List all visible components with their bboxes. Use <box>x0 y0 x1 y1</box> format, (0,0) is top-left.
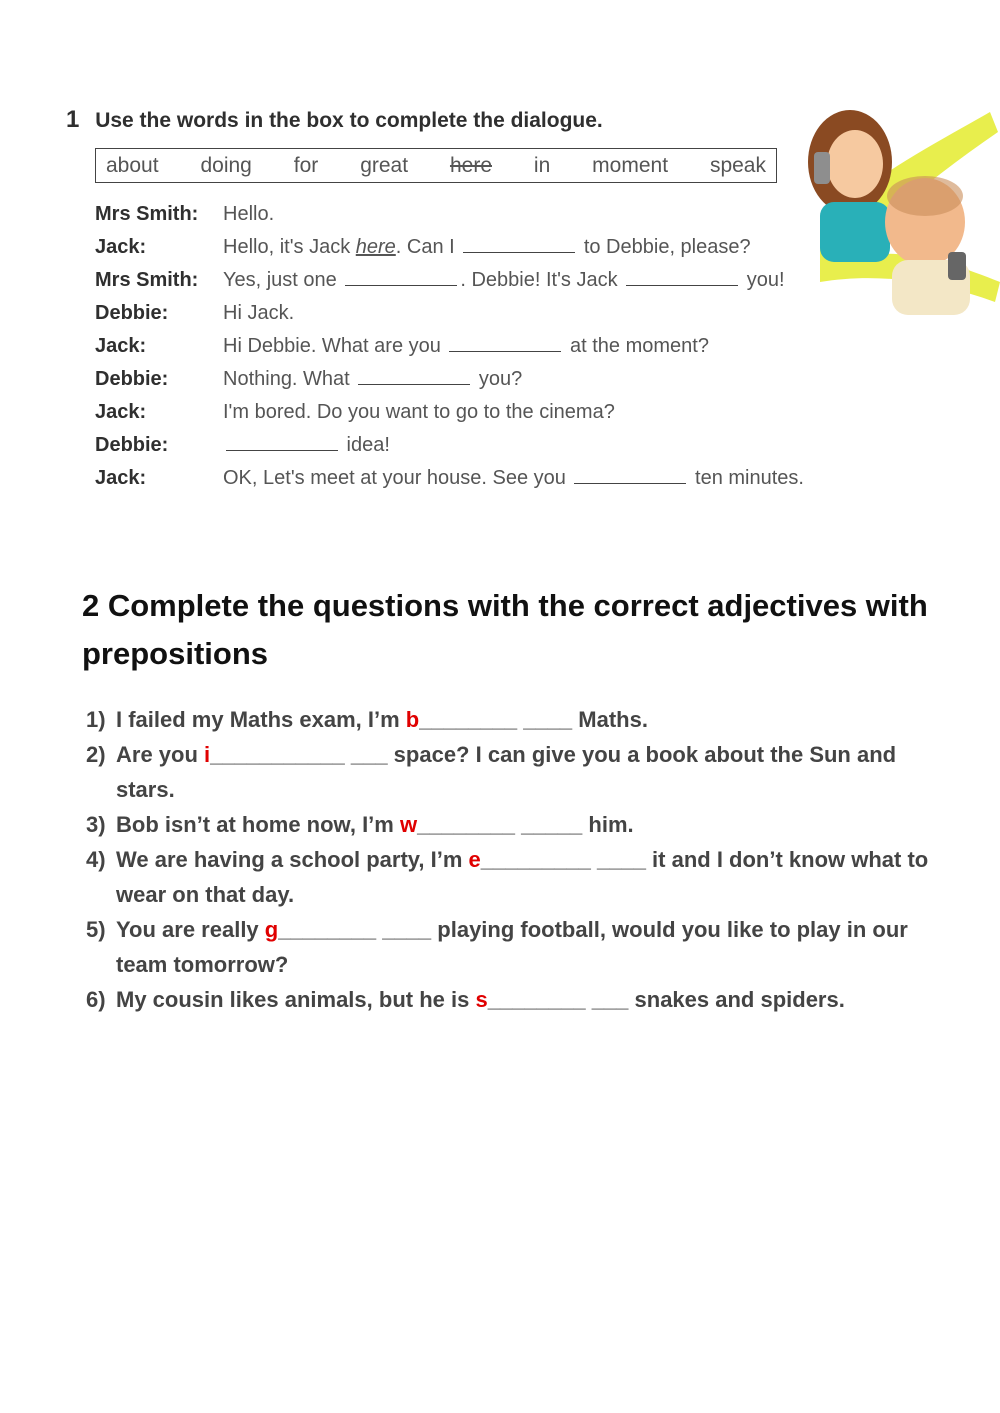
hint-letter: w <box>399 812 418 837</box>
question-text-after[interactable]: ___________ ___ space? I can give you a book about the Sun and stars. <box>116 742 897 802</box>
question-number: 4) <box>86 847 106 872</box>
speaker-name: Jack: <box>95 335 147 357</box>
answer-blank[interactable] <box>358 364 470 385</box>
answer-blank[interactable] <box>463 232 575 253</box>
question-item <box>86 737 946 807</box>
word-box-item: about <box>106 153 159 177</box>
speech-part: . Can I <box>395 236 461 258</box>
speech-part: OK, Let's meet at your house. See you <box>223 467 572 489</box>
hint-letter: b <box>405 707 420 732</box>
word-box-item: doing <box>200 153 252 177</box>
exercise2-title: 2 Complete the questions with the correct adjectives with prepositions <box>82 588 928 671</box>
answer-blank[interactable] <box>449 331 561 352</box>
speech-part: Hello, it's Jack <box>223 236 356 258</box>
word-box-item: moment <box>592 153 669 177</box>
speech-part: . Debbie! It's Jack <box>460 269 624 291</box>
question-number: 5) <box>86 917 106 942</box>
man-hair <box>887 176 963 216</box>
question-text-before: My cousin likes animals, but he is <box>116 987 476 1012</box>
question-number: 2) <box>86 742 106 767</box>
dialogue-line <box>95 363 855 396</box>
question-text-before: Are you <box>116 742 205 767</box>
question-text-before: You are really <box>116 917 265 942</box>
answer-blank[interactable] <box>345 265 457 286</box>
dialogue-line <box>95 429 855 462</box>
question-text-after[interactable]: ________ _____ him. <box>417 812 634 837</box>
word-box <box>95 148 777 183</box>
speech-part: ten minutes. <box>689 467 804 489</box>
speech-part: at the moment? <box>564 335 709 357</box>
word-box-item: here <box>449 153 492 177</box>
question-item <box>86 842 946 912</box>
speech-text <box>223 231 751 264</box>
speech-part: Hello. <box>223 203 275 225</box>
speech-part: Hi Debbie. What are you <box>223 335 447 357</box>
speaker-name: Mrs Smith: <box>95 203 199 225</box>
word-box-item: great <box>360 153 409 177</box>
speech-part: I'm bored. Do you want to go to the cinema? <box>223 401 615 423</box>
word-box-item: in <box>533 153 551 177</box>
dialogue <box>95 198 855 495</box>
hint-letter: s <box>475 987 488 1012</box>
dialogue-line <box>95 264 855 297</box>
speaker-name: Mrs Smith: <box>95 269 199 291</box>
dialogue-line <box>95 297 855 330</box>
question-item <box>86 807 946 842</box>
speech-text <box>223 297 294 330</box>
dialogue-line <box>95 330 855 363</box>
question-item <box>86 702 946 737</box>
exercise2-questions <box>86 702 946 1017</box>
speech-text <box>223 330 709 363</box>
word-box-item: for <box>293 153 319 177</box>
speech-part: Nothing. What <box>223 368 356 390</box>
woman-face <box>827 130 883 198</box>
mobile-icon <box>948 252 966 280</box>
speech-text <box>223 462 804 495</box>
word-box-item: speak <box>709 153 766 177</box>
speech-part: to Debbie, please? <box>578 236 751 258</box>
speech-part: you! <box>741 269 785 291</box>
speaker-name: Debbie: <box>95 302 169 324</box>
question-text-after[interactable]: ________ ____ playing football, would you like to play in our team tomorrow? <box>116 917 908 977</box>
question-text-after[interactable]: ________ ___ snakes and spiders. <box>487 987 845 1012</box>
speech-part: idea! <box>341 434 390 456</box>
question-text-after[interactable]: ________ ____ Maths. <box>419 707 648 732</box>
hint-letter: e <box>468 847 481 872</box>
speech-part: Hi Jack. <box>223 302 295 324</box>
phone-icon <box>814 152 830 184</box>
speaker-name: Jack: <box>95 467 147 489</box>
dialogue-line <box>95 462 855 495</box>
speaker-name: Debbie: <box>95 434 169 456</box>
question-item <box>86 982 946 1017</box>
dialogue-line <box>95 396 855 429</box>
woman-shirt <box>820 202 890 262</box>
answer-blank[interactable] <box>626 265 738 286</box>
question-number: 6) <box>86 987 106 1012</box>
dialogue-line <box>95 198 855 231</box>
speaker-name: Jack: <box>95 401 147 423</box>
answer-blank[interactable] <box>574 463 686 484</box>
question-number: 1) <box>86 707 106 732</box>
exercise1-number: 1 <box>66 106 80 133</box>
exercise1-instruction: Use the words in the box to complete the dialogue. <box>95 109 603 132</box>
speaker-name: Jack: <box>95 236 147 258</box>
question-text-before: Bob isn’t at home now, I’m <box>116 812 400 837</box>
speech-part: here <box>355 236 396 258</box>
speech-text <box>223 363 522 396</box>
dialogue-line <box>95 231 855 264</box>
speech-part: you? <box>473 368 523 390</box>
speech-text <box>223 264 785 297</box>
answer-blank[interactable] <box>226 430 338 451</box>
question-text-before: We are having a school party, I’m <box>116 847 469 872</box>
question-text-after[interactable]: _________ ____ it and I don’t know what to wear on that day. <box>116 847 929 907</box>
exercise1-header <box>66 106 603 134</box>
question-item <box>86 912 946 982</box>
phone-call-illustration <box>800 92 1000 322</box>
question-number: 3) <box>86 812 106 837</box>
speaker-name: Debbie: <box>95 368 169 390</box>
speech-text <box>223 396 615 429</box>
hint-letter: g <box>264 917 279 942</box>
speech-text <box>223 198 274 231</box>
question-text-before: I failed my Maths exam, I’m <box>116 707 406 732</box>
hint-letter: i <box>204 742 211 767</box>
speech-text <box>223 429 390 462</box>
speech-part: Yes, just one <box>223 269 343 291</box>
